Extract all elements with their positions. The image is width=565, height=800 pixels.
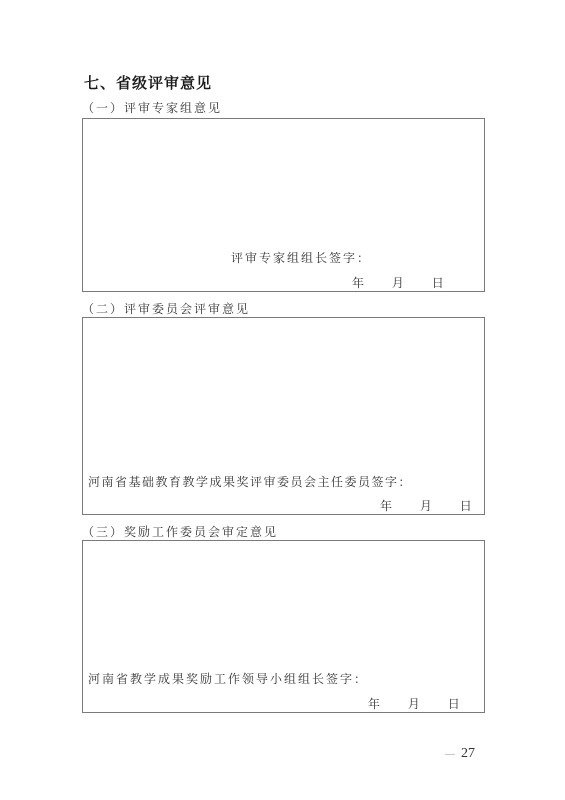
page-number-dash: —: [445, 749, 455, 760]
section-heading-1: （一）评审专家组意见: [82, 101, 223, 115]
signature-label-1: 评审专家组组长签字：: [231, 251, 372, 265]
page-number-value: 27: [461, 746, 475, 761]
section-title: 七、省级评审意见: [84, 74, 213, 92]
date-year-1: 年: [352, 276, 365, 290]
signature-label-3: 河南省教学成果奖励工作领导小组组长签字：: [88, 672, 369, 686]
date-day-2: 日: [459, 499, 472, 513]
date-month-1: 月: [391, 276, 404, 290]
date-day-3: 日: [447, 697, 460, 711]
opinion-box-3[interactable]: [82, 540, 485, 713]
section-heading-2: （二）评审委员会评审意见: [82, 302, 251, 316]
date-day-1: 日: [431, 276, 444, 290]
date-year-2: 年: [380, 499, 393, 513]
date-line-3: [368, 695, 460, 712]
date-month-2: 月: [419, 499, 432, 513]
section-heading-3: （三）奖励工作委员会审定意见: [82, 525, 279, 539]
signature-label-2: 河南省基础教育教学成果奖评审委员会主任委员签字：: [88, 475, 413, 489]
date-month-3: 月: [407, 697, 420, 711]
date-year-3: 年: [368, 697, 381, 711]
date-line-2: [380, 497, 472, 514]
page-number: [445, 746, 475, 762]
date-line-1: [352, 274, 444, 291]
